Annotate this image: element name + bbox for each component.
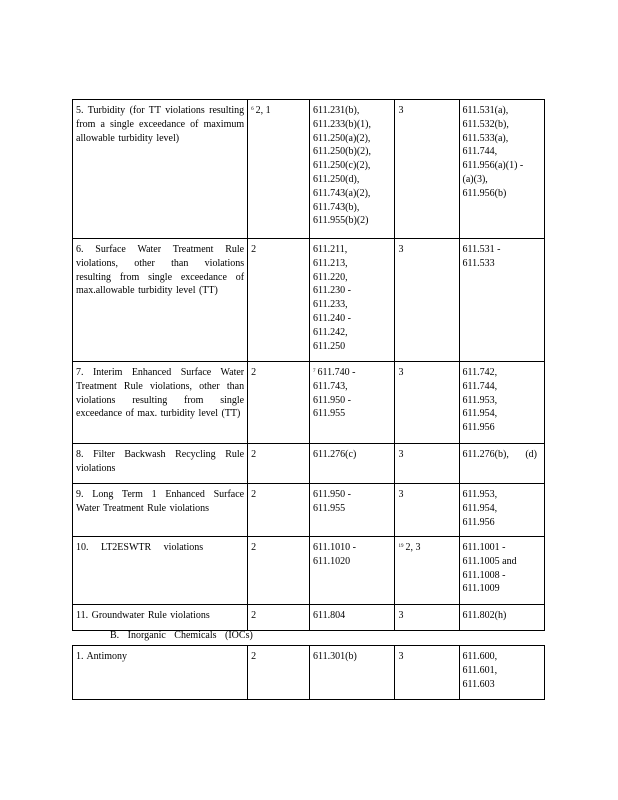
- tier-cell: 2: [248, 239, 310, 362]
- monitoring-citation-cell: [459, 100, 544, 239]
- tier-cell: 2: [248, 646, 310, 700]
- citation-line: 611.1008 -: [462, 569, 506, 581]
- citation-line: 611.744,: [462, 146, 498, 158]
- section-heading: B. Inorganic Chemicals (IOCs): [110, 630, 253, 641]
- monitoring-tier-cell: 3: [395, 100, 459, 239]
- citation-line: 611.276(c): [313, 449, 357, 460]
- monitoring-tier-cell: 3: [395, 484, 459, 537]
- monitoring-citation-cell: [459, 239, 544, 362]
- monitoring-citation-cell: [459, 444, 544, 484]
- violation-description: 5. Turbidity (for TT violations resulting from a single exceedance of maximum allowable turbidity level): [73, 100, 248, 239]
- citation-line: 611.276(b), (d): [462, 449, 537, 460]
- monitoring-citation-cell: [459, 484, 544, 537]
- citation-line: 611.1020: [313, 555, 351, 567]
- citation-line: 611.233,: [313, 299, 348, 311]
- monitoring-citation-cell: [459, 362, 544, 444]
- citation-line: 611.242,: [313, 326, 348, 338]
- citation-line: 611.744,: [462, 380, 498, 392]
- tier-cell: 2: [248, 444, 310, 484]
- tier-cell: 2: [248, 605, 310, 631]
- tier-cell: 2: [248, 537, 310, 605]
- monitoring-tier-cell: 3: [395, 444, 459, 484]
- monitoring-citation-cell: [459, 537, 544, 605]
- violation-description: 11. Groundwater Rule violations: [73, 605, 248, 631]
- table-row: [73, 100, 545, 239]
- violation-description: 8. Filter Backwash Recycling Rule violations: [73, 444, 248, 484]
- citation-line: 611.743(a)(2),: [313, 187, 371, 199]
- monitoring-citation-cell: [459, 605, 544, 631]
- table-row: [73, 362, 545, 444]
- citation-line: 611.955(b)(2): [313, 215, 369, 227]
- table-row: [73, 537, 545, 605]
- mcl-citation-cell: [310, 444, 395, 484]
- citation-line: 611.233(b)(1),: [313, 118, 371, 130]
- citation-line: 611.220,: [313, 271, 348, 283]
- monitoring-citation-cell: [459, 646, 544, 700]
- citation-line: 611.743(b),: [313, 201, 360, 213]
- citation-line: 611.250(a)(2),: [313, 132, 371, 144]
- citation-line: 611.600,: [462, 651, 498, 662]
- footnote-marker: 19: [398, 544, 404, 549]
- citation-line: 611.250(b)(2),: [313, 146, 371, 158]
- table-row: [73, 605, 545, 631]
- citation-line: 611.950 -: [313, 394, 352, 406]
- citation-line: 611.955: [313, 408, 346, 420]
- tier-cell: [248, 100, 310, 239]
- monitoring-tier-cell: 3: [395, 239, 459, 362]
- table-row: [73, 484, 545, 537]
- citation-line: 611.603: [462, 678, 495, 690]
- citation-line: 611.601,: [462, 664, 498, 676]
- citation-line: 611.211,: [313, 244, 348, 255]
- citation-line: 611.533(a),: [462, 132, 509, 144]
- violation-description: 7. Interim Enhanced Surface Water Treatment Rule violations, other than violations resulting from single exceedance of max. turbidity level (TT): [73, 362, 248, 444]
- mcl-citation-cell: [310, 646, 395, 700]
- citation-line: 611.533: [462, 257, 495, 269]
- violation-description: 9. Long Term 1 Enhanced Surface Water Treatment Rule violations: [73, 484, 248, 537]
- citation-line: 611.531(a),: [462, 105, 509, 116]
- citation-line: 611.956: [462, 422, 495, 434]
- citation-line: 611.230 -: [313, 285, 352, 297]
- citation-line: 611.250(c)(2),: [313, 160, 371, 172]
- citation-line: 611.213,: [313, 257, 348, 269]
- citation-line: 611.742,: [462, 367, 498, 378]
- citation-line: $^7$ 611.740 -: [313, 367, 356, 378]
- citation-line: 611.956(a)(1) -: [462, 160, 524, 172]
- citation-line: 611.802(h): [462, 610, 507, 621]
- citation-line: 611.250: [313, 340, 346, 352]
- tier-value: 2, 1: [255, 105, 271, 116]
- table-row: [73, 646, 545, 700]
- citation-line: 611.240 -: [313, 312, 352, 324]
- monitoring-tier-cell: 3: [395, 646, 459, 700]
- citation-line: 611.953,: [462, 489, 498, 500]
- citation-line: 611.950 -: [313, 489, 352, 500]
- citation-line: 611.953,: [462, 394, 498, 406]
- footnote-marker: 6: [251, 107, 254, 112]
- violation-description: 10. LT2ESWTR violations: [73, 537, 248, 605]
- monitoring-tier-cell: 3: [395, 605, 459, 631]
- citation-line: 611.743,: [313, 380, 348, 392]
- mcl-citation-cell: [310, 362, 395, 444]
- citation-line: 611.1010 -: [313, 542, 357, 553]
- mcl-citation-cell: [310, 484, 395, 537]
- footnote-marker: 7: [313, 369, 316, 374]
- contaminant-name: 1. Antimony: [73, 646, 248, 700]
- tier-cell: 2: [248, 362, 310, 444]
- citation-line: 611.956(b): [462, 187, 507, 199]
- citation-line: 611.231(b),: [313, 105, 360, 116]
- citation-line: 611.804: [313, 610, 346, 621]
- monitoring-tier-cell: $^{19}$ 2, 3: [395, 537, 459, 605]
- table-row: [73, 239, 545, 362]
- mcl-citation-cell: [310, 605, 395, 631]
- violation-description: 6. Surface Water Treatment Rule violations, other than violations resulting from single exceedance of max.allowable turbidity level (TT): [73, 239, 248, 362]
- ioc-table: [72, 645, 545, 700]
- citation-line: 611.954,: [462, 408, 498, 420]
- citation-line: 611.1005 and: [462, 555, 517, 567]
- table-row: [73, 444, 545, 484]
- citation-line: 611.250(d),: [313, 173, 360, 185]
- citation-line: 611.532(b),: [462, 118, 509, 130]
- tier-cell: 2: [248, 484, 310, 537]
- citation-line: 611.301(b): [313, 651, 357, 662]
- citation-line: 611.531 -: [462, 244, 501, 255]
- mcl-citation-cell: [310, 100, 395, 239]
- citation-line: 611.956: [462, 516, 495, 528]
- citation-line: 611.954,: [462, 502, 498, 514]
- violations-table: [72, 99, 545, 631]
- mcl-citation-cell: [310, 537, 395, 605]
- citation-line: (a)(3),: [462, 173, 488, 185]
- citation-line: 611.1009: [462, 583, 500, 595]
- citation-line: 611.955: [313, 502, 346, 514]
- monitoring-tier-cell: 3: [395, 362, 459, 444]
- mcl-citation-cell: [310, 239, 395, 362]
- citation-line: 611.1001 -: [462, 542, 506, 553]
